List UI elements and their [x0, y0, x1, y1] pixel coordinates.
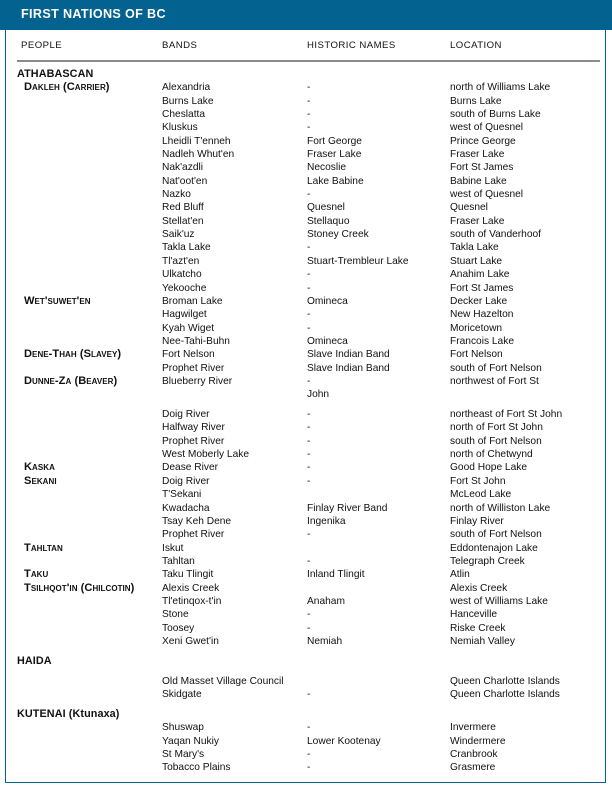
table-row [0, 761, 612, 774]
table-row [0, 282, 612, 295]
cell-bands: West Moberly Lake [162, 449, 250, 461]
cell-location: west of Williams Lake [450, 595, 548, 607]
table-row [0, 675, 612, 688]
cell-bands: Nee-Tahi-Buhn [162, 335, 230, 347]
cell-location: Finlay River [450, 515, 504, 527]
people-name-label: Dene-Thah (Slavey) [24, 348, 122, 361]
people-name-label: Tahltan [24, 541, 63, 554]
cell-historic-names: - [307, 462, 311, 474]
table-row [0, 582, 612, 595]
cell-location: Queen Charlotte Islands [450, 675, 560, 687]
table-row [0, 555, 612, 568]
people-name-label: Kaska [24, 461, 55, 474]
table-row [0, 388, 612, 401]
table-row [0, 608, 612, 621]
cell-historic-names: Ingenika [307, 515, 346, 527]
cell-location: New Hazelton [450, 309, 514, 321]
cell-location: Moricetown [450, 322, 503, 334]
table-row [0, 322, 612, 335]
table-row [0, 135, 612, 148]
cell-historic-names: Lower Kootenay [307, 735, 381, 747]
cell-bands: Iskut [162, 542, 184, 554]
cell-location: south of Burns Lake [450, 109, 541, 121]
cell-bands: Nak'azdli [162, 162, 204, 174]
cell-bands: Kluskus [162, 122, 198, 134]
table-row [0, 215, 612, 228]
cell-location: south of Vanderhoof [450, 229, 542, 241]
cell-location: Telegraph Creek [450, 555, 525, 567]
header-divider-rule [17, 60, 600, 62]
table-row [0, 121, 612, 134]
column-header-bands: BANDS [162, 40, 198, 51]
cell-location: north of Williston Lake [450, 502, 551, 514]
cell-bands: Nat'oot'en [162, 175, 208, 187]
table-row [0, 748, 612, 761]
table-row [0, 241, 612, 254]
table-row [0, 201, 612, 214]
cell-historic-names: Lake Babine [307, 175, 364, 187]
cell-historic-names: Slave Indian Band [307, 349, 390, 361]
cell-location: Alexis Creek [450, 582, 508, 594]
table-row [0, 542, 612, 555]
cell-bands: Fort Nelson [162, 349, 215, 361]
table-section-header-row [0, 68, 612, 81]
table-row [0, 268, 612, 281]
cell-historic-names: - [307, 242, 311, 254]
cell-bands: Nadleh Whut'en [162, 149, 235, 161]
cell-historic-names: Anaham [307, 595, 345, 607]
cell-bands: Shuswap [162, 722, 204, 734]
cell-historic-names: - [307, 189, 311, 201]
title-band [0, 0, 612, 30]
family-group-label: ATHABASCAN [17, 68, 94, 80]
cell-location: Babine Lake [450, 175, 507, 187]
cell-location: Hanceville [450, 609, 497, 621]
table-row [0, 475, 612, 488]
cell-location: south of Fort Nelson [450, 362, 542, 374]
cell-bands: Tl'azt'en [162, 255, 200, 267]
table-row [0, 528, 612, 541]
table-row [0, 108, 612, 121]
cell-historic-names: - [307, 422, 311, 434]
cell-bands: Blueberry River [162, 375, 233, 387]
cell-bands: Tahltan [162, 555, 195, 567]
table-row [0, 421, 612, 434]
cell-location: Riske Creek [450, 622, 506, 634]
cell-location: south of Fort Nelson [450, 435, 542, 447]
cell-bands: Burns Lake [162, 95, 214, 107]
table-column-headers [0, 40, 612, 56]
cell-location: northeast of Fort St John [450, 409, 563, 421]
table-row [0, 721, 612, 734]
table-row [0, 148, 612, 161]
cell-location: south of Fort Nelson [450, 529, 542, 541]
cell-historic-names: - [307, 82, 311, 94]
cell-bands: Taku Tlingit [162, 569, 214, 581]
cell-bands: Old Masset Village Council [162, 675, 284, 687]
cell-bands: Lheidli T'enneh [162, 135, 231, 147]
cell-historic-names: - [307, 555, 311, 567]
table-row [0, 228, 612, 241]
cell-location: west of Quesnel [450, 122, 524, 134]
table-row [0, 295, 612, 308]
cell-historic-names: - [307, 609, 311, 621]
cell-location: Good Hope Lake [450, 462, 528, 474]
table-section-header-row [0, 708, 612, 721]
table-row [0, 448, 612, 461]
cell-bands: Yekooche [162, 282, 207, 294]
cell-bands: Alexis Creek [162, 582, 220, 594]
table-row [0, 595, 612, 608]
cell-location: Decker Lake [450, 295, 508, 307]
cell-location: Anahim Lake [450, 269, 510, 281]
family-group-label: HAIDA [17, 654, 52, 667]
cell-location: Prince George [450, 135, 516, 147]
table-row [0, 348, 612, 361]
table-row [0, 375, 612, 388]
cell-historic-names: Omineca [307, 295, 348, 307]
cell-location: Fort St John [450, 475, 506, 487]
cell-location: Stuart Lake [450, 255, 503, 267]
cell-location: Fraser Lake [450, 215, 505, 227]
cell-location: Cranbrook [450, 748, 498, 760]
table-row [0, 568, 612, 581]
people-name-label: Wet'suwet'en [24, 294, 91, 307]
table-row [0, 435, 612, 448]
first-nations-table [0, 68, 612, 775]
cell-bands: Dease River [162, 462, 219, 474]
cell-bands: Doig River [162, 475, 210, 487]
cell-historic-names: - [307, 282, 311, 294]
cell-bands: Yaqan Nukiy [162, 735, 220, 747]
page-title: FIRST NATIONS OF BC [21, 7, 166, 21]
cell-historic-names: - [307, 122, 311, 134]
column-header-location: LOCATION [450, 40, 502, 51]
cell-location: Grasmere [450, 762, 496, 774]
cell-historic-names: Stellaquo [307, 215, 350, 227]
cell-bands: Kyah Wiget [162, 322, 215, 334]
cell-historic-names: - [307, 409, 311, 421]
cell-bands: Stellat'en [162, 215, 204, 227]
cell-bands: Nazko [162, 189, 191, 201]
cell-bands: Halfway River [162, 422, 225, 434]
cell-location: north of Williams Lake [450, 82, 551, 94]
cell-bands: Saik'uz [162, 229, 195, 241]
cell-location: McLeod Lake [450, 489, 512, 501]
cell-historic-names: Necoslie [307, 162, 347, 174]
table-row [0, 81, 612, 94]
cell-bands: Kwadacha [162, 502, 210, 514]
cell-location: Fort St James [450, 162, 514, 174]
cell-historic-names: - [307, 622, 311, 634]
cell-bands: Prophet River [162, 435, 225, 447]
cell-historic-names: Inland Tlingit [307, 569, 365, 581]
cell-historic-names: - [307, 109, 311, 121]
table-row [0, 175, 612, 188]
cell-historic-names: - [307, 529, 311, 541]
cell-location: Francois Lake [450, 335, 514, 347]
cell-location: Windermere [450, 735, 506, 747]
table-row [0, 188, 612, 201]
cell-bands: Cheslatta [162, 109, 206, 121]
people-name-label: Tsilhqot'in (Chilcotin) [24, 581, 135, 594]
cell-historic-names: Omineca [307, 335, 348, 347]
cell-location: Fraser Lake [450, 149, 505, 161]
table-row [0, 308, 612, 321]
cell-location: north of Fort St John [450, 422, 543, 434]
table-row [0, 161, 612, 174]
table-row [0, 635, 612, 648]
cell-bands: Alexandria [162, 82, 211, 94]
table-row [0, 362, 612, 375]
cell-location: Fort St James [450, 282, 514, 294]
table-row [0, 515, 612, 528]
cell-historic-names: - [307, 322, 311, 334]
cell-bands: Doig River [162, 409, 210, 421]
people-name-label: Sekani [24, 474, 57, 487]
cell-location: Fort Nelson [450, 349, 503, 361]
cell-historic-names: - [307, 95, 311, 107]
cell-location: Takla Lake [450, 242, 499, 254]
cell-historic-names: - [307, 435, 311, 447]
cell-historic-names: - [307, 688, 311, 700]
table-row [0, 488, 612, 501]
cell-bands: Takla Lake [162, 242, 211, 254]
cell-historic-names: Fraser Lake [307, 149, 362, 161]
cell-historic-names: Nemiah [307, 635, 343, 647]
cell-historic-names: - [307, 475, 311, 487]
people-name-label: Dunne-Za (Beaver) [24, 374, 118, 387]
cell-location: Nemiah Valley [450, 635, 515, 647]
cell-bands: St Mary's [162, 748, 205, 760]
cell-historic-names: - [307, 449, 311, 461]
table-row [0, 461, 612, 474]
column-header-historic-names: HISTORIC NAMES [307, 40, 396, 51]
cell-historic-names: Stuart-Trembleur Lake [307, 255, 409, 267]
cell-bands: Tsay Keh Dene [162, 515, 232, 527]
table-row [0, 735, 612, 748]
cell-location: Eddontenajon Lake [450, 542, 538, 554]
cell-historic-names: Quesnel [307, 202, 345, 214]
cell-bands: T'Sekani [162, 489, 202, 501]
cell-location: north of Chetwynd [450, 449, 533, 461]
cell-bands: Hagwilget [162, 309, 207, 321]
cell-bands: Ulkatcho [162, 269, 202, 281]
cell-historic-names: - [307, 748, 311, 760]
table-row [0, 335, 612, 348]
cell-historic-names: Slave Indian Band [307, 362, 390, 374]
cell-bands: Tl'etinqox-t'in [162, 595, 222, 607]
cell-historic-names: - [307, 309, 311, 321]
cell-location: northwest of Fort St [450, 375, 539, 387]
table-row [0, 688, 612, 701]
table-row [0, 622, 612, 635]
cell-bands: Broman Lake [162, 295, 223, 307]
cell-historic-names: - [307, 375, 311, 387]
table-section-header-row [0, 655, 612, 668]
cell-historic-names: John [307, 389, 330, 401]
column-header-people: PEOPLE [21, 40, 63, 51]
family-group-label: KUTENAI (Ktunaxa) [17, 707, 120, 720]
cell-historic-names: - [307, 722, 311, 734]
people-name-label: Dakleh (Carrier) [24, 81, 110, 94]
cell-location: Invermere [450, 722, 496, 734]
cell-location: west of Quesnel [450, 189, 524, 201]
cell-historic-names: - [307, 269, 311, 281]
table-row [0, 408, 612, 421]
cell-location: Atlin [450, 569, 470, 581]
cell-bands: Xeni Gwet'in [162, 635, 219, 647]
cell-historic-names: Fort George [307, 135, 362, 147]
cell-bands: Red Bluff [162, 202, 204, 214]
cell-bands: Toosey [162, 622, 195, 634]
cell-bands: Skidgate [162, 688, 202, 700]
cell-location: Quesnel [450, 202, 488, 214]
cell-bands: Prophet River [162, 362, 225, 374]
people-name-label: Taku [24, 568, 49, 581]
table-row [0, 255, 612, 268]
cell-historic-names: Stoney Creek [307, 229, 369, 241]
table-row [0, 502, 612, 515]
cell-historic-names: - [307, 762, 311, 774]
cell-bands: Tobacco Plains [162, 762, 231, 774]
table-row [0, 95, 612, 108]
cell-location: Burns Lake [450, 95, 502, 107]
cell-historic-names: Finlay River Band [307, 502, 388, 514]
cell-location: Queen Charlotte Islands [450, 688, 560, 700]
cell-bands: Prophet River [162, 529, 225, 541]
cell-bands: Stone [162, 609, 189, 621]
